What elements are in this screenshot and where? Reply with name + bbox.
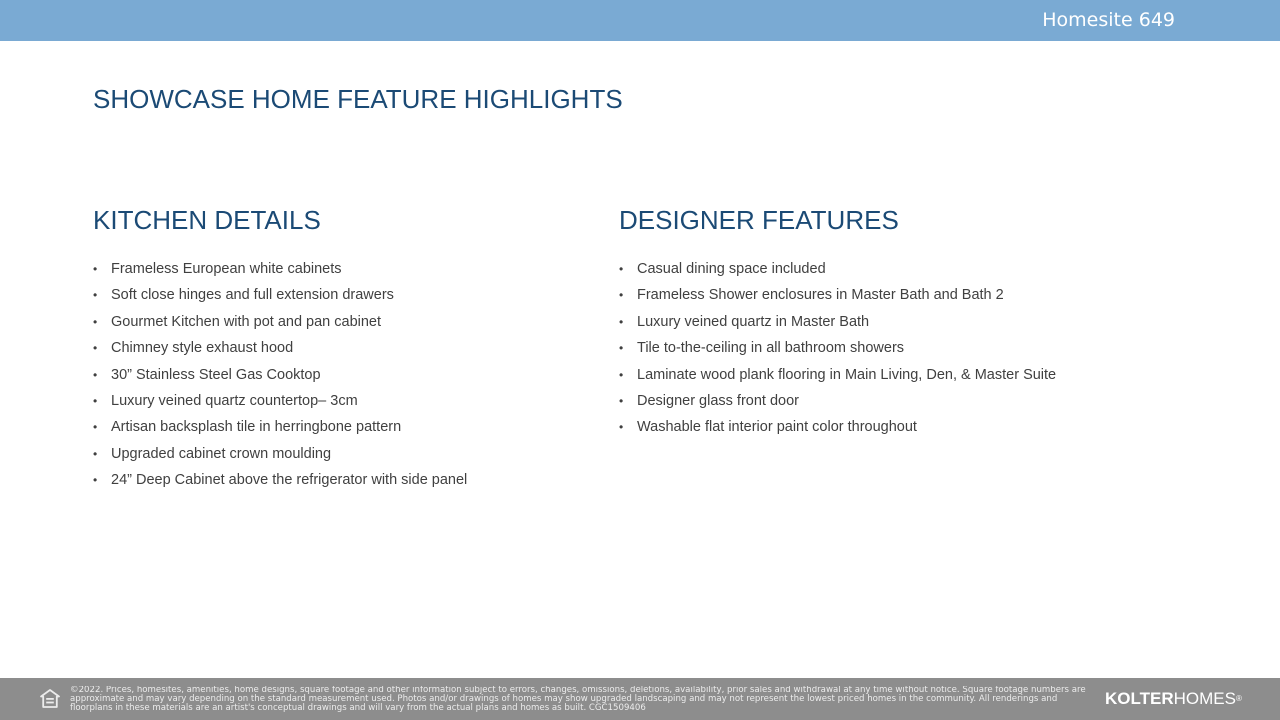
bullet-icon: • — [93, 446, 98, 461]
bullet-icon: • — [619, 314, 624, 329]
list-item-text: Gourmet Kitchen with pot and pan cabinet — [111, 313, 382, 330]
bullet-icon: • — [93, 367, 98, 382]
bullet-icon: • — [93, 473, 98, 488]
list-item — [93, 471, 593, 497]
footer-disclaimer: ©2022. Prices, homesites, amenities, home designs, square footage and other information subject to errors, changes, omissions, deletions, availability, prior sales and withdrawal at any time without notice. Square footage numbers are approximate and may vary depending on the standard measurement used. Photos and/or drawings of homes may show upgraded landscaping and may not represent the lowest priced homes in the community. All renderings and floorplans in these materials are an artist's conceptual drawings and will vary from the actual plans and homes as built. CGC1509406 — [70, 686, 1086, 713]
equal-housing-opportunity-icon — [40, 689, 60, 709]
designer-features-heading: DESIGNER FEATURES — [619, 205, 899, 235]
list-item — [619, 286, 1179, 312]
bullet-icon: • — [93, 341, 98, 356]
list-item — [619, 260, 1179, 286]
list-item — [93, 286, 593, 312]
registered-mark: ® — [1235, 694, 1242, 703]
kitchen-details-heading: KITCHEN DETAILS — [93, 205, 321, 235]
list-item-text: Luxury veined quartz countertop– 3cm — [111, 392, 358, 409]
list-item-text: Tile to-the-ceiling in all bathroom showers — [637, 340, 905, 357]
list-item-text: Designer glass front door — [637, 392, 799, 409]
list-item-text: Washable flat interior paint color throughout — [637, 419, 917, 436]
list-item — [619, 392, 1179, 418]
list-item-text: Luxury veined quartz in Master Bath — [637, 313, 870, 330]
kolter-homes-logo — [1105, 689, 1242, 709]
page-title: SHOWCASE HOME FEATURE HIGHLIGHTS — [93, 84, 623, 114]
footer — [0, 678, 1280, 720]
kitchen-feature-list — [93, 260, 593, 498]
bullet-icon: • — [93, 393, 98, 408]
list-item — [619, 366, 1179, 392]
bullet-icon: • — [93, 262, 98, 276]
list-item — [93, 418, 593, 444]
list-item — [93, 445, 593, 471]
list-item-text: 30” Stainless Steel Gas Cooktop — [111, 366, 321, 383]
bullet-icon: • — [93, 314, 98, 329]
top-bar — [0, 0, 1280, 41]
logo-text-kolter: KOLTER — [1105, 689, 1174, 708]
list-item — [93, 339, 593, 365]
bullet-icon: • — [619, 288, 624, 303]
list-item-text: Laminate wood plank flooring in Main Living, Den, & Master Suite — [637, 366, 1057, 383]
logo-text-homes: HOMES — [1173, 689, 1236, 708]
list-item-text: Casual dining space included — [637, 261, 826, 277]
list-item — [93, 260, 593, 286]
list-item — [619, 418, 1179, 444]
homesite-label: Homesite 649 — [1042, 9, 1175, 31]
bullet-icon: • — [93, 288, 98, 303]
list-item-text: Soft close hinges and full extension drawers — [111, 287, 394, 304]
list-item-text: Frameless European white cabinets — [111, 261, 342, 277]
list-item — [93, 366, 593, 392]
list-item-text: Artisan backsplash tile in herringbone pattern — [111, 419, 402, 436]
bullet-icon: • — [619, 341, 624, 356]
bullet-icon: • — [93, 420, 98, 435]
kitchen-details-section — [93, 204, 593, 498]
designer-features-section — [619, 204, 1179, 445]
list-item — [619, 339, 1179, 365]
bullet-icon: • — [619, 262, 624, 276]
bullet-icon: • — [619, 420, 624, 435]
list-item — [93, 313, 593, 339]
list-item — [93, 392, 593, 418]
list-item-text: Chimney style exhaust hood — [111, 340, 294, 357]
list-item-text: Frameless Shower enclosures in Master Bath and Bath 2 — [637, 287, 1004, 304]
list-item-text: 24” Deep Cabinet above the refrigerator with side panel — [111, 472, 468, 489]
list-item-text: Upgraded cabinet crown moulding — [111, 445, 332, 462]
bullet-icon: • — [619, 393, 624, 408]
list-item — [619, 313, 1179, 339]
bullet-icon: • — [619, 367, 624, 382]
designer-feature-list — [619, 260, 1179, 445]
